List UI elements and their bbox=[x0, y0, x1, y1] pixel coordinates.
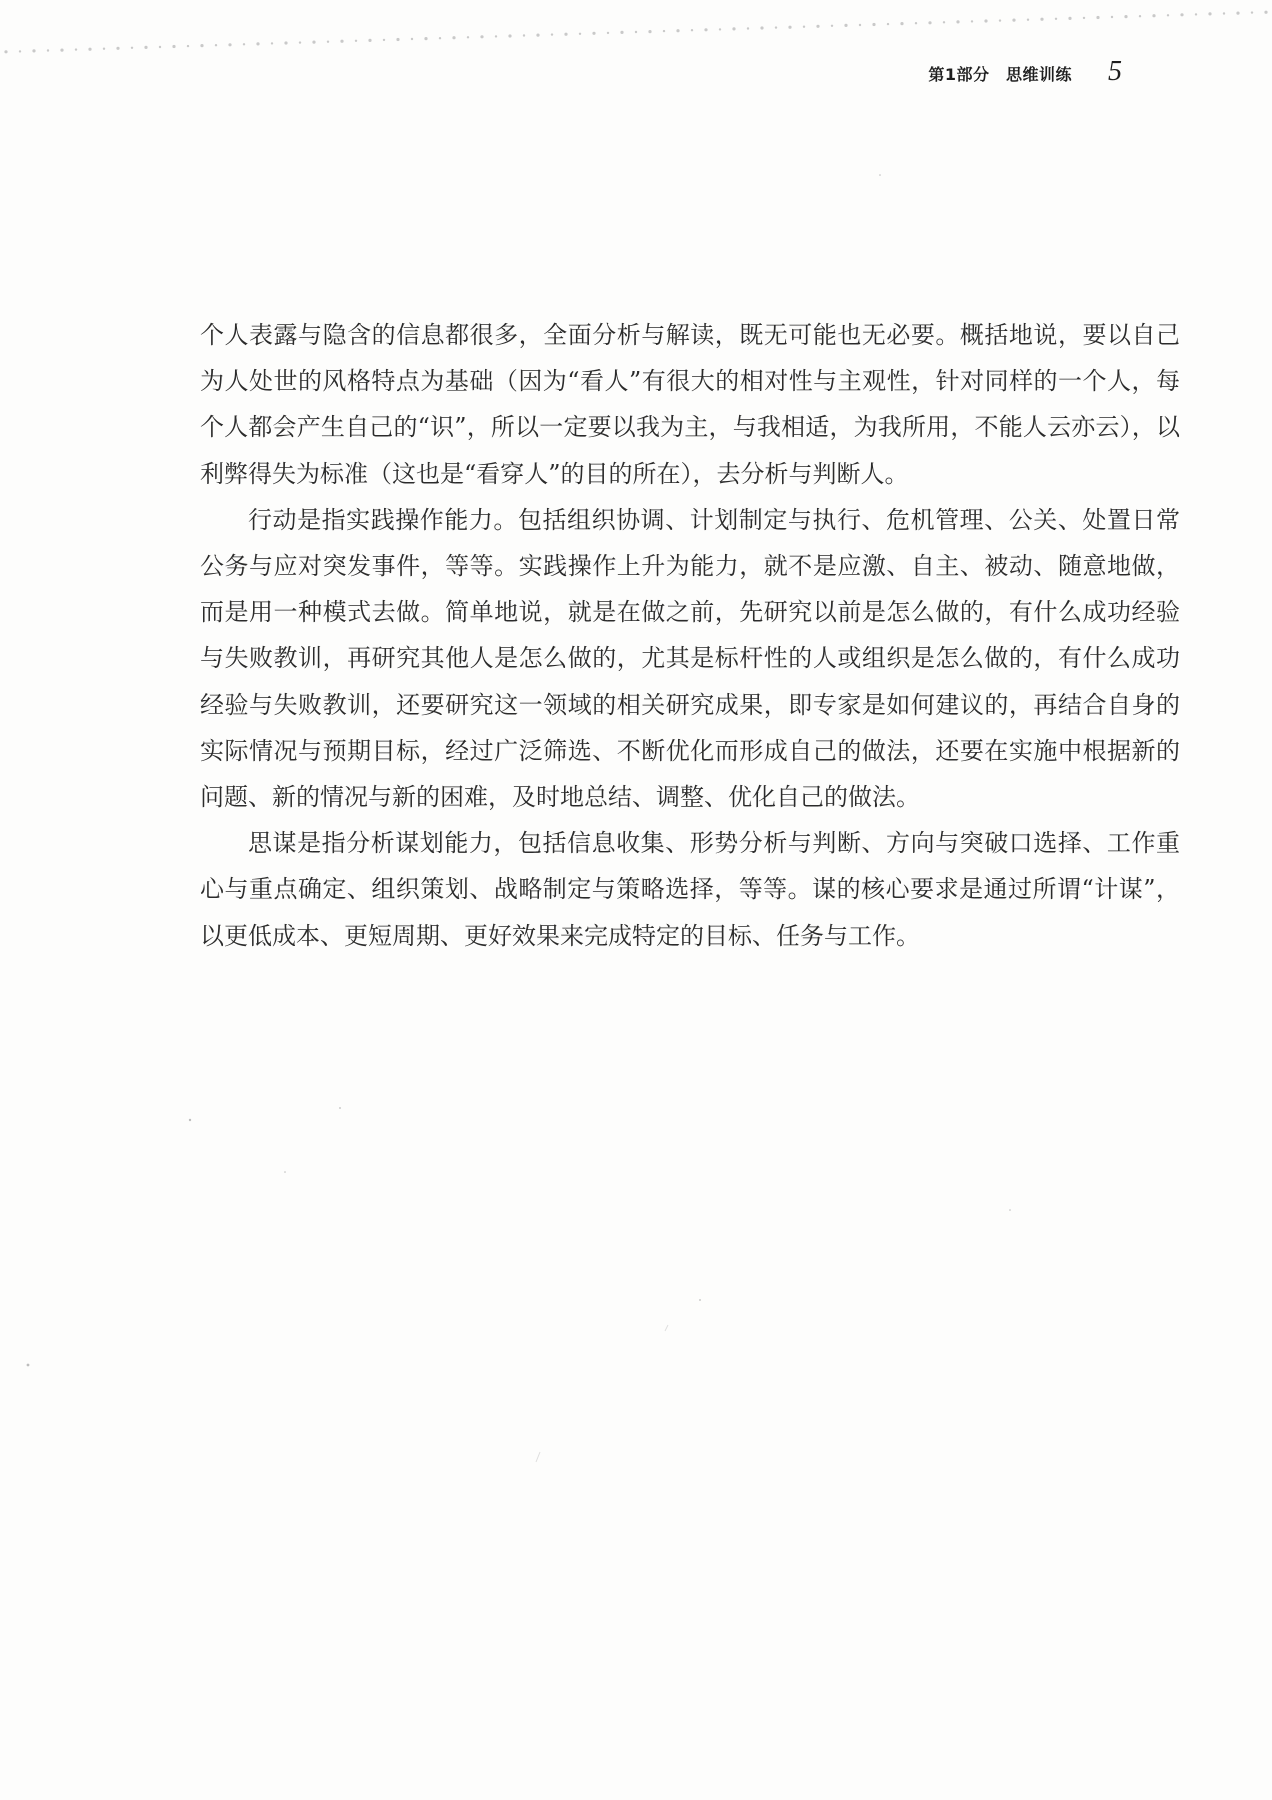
scan-dot bbox=[159, 46, 161, 48]
scan-dot bbox=[887, 23, 889, 25]
scan-dot bbox=[256, 42, 259, 45]
scan-dot bbox=[299, 41, 301, 43]
scan-dot bbox=[704, 28, 707, 31]
body-text bbox=[200, 312, 1180, 959]
scan-dot bbox=[663, 30, 665, 32]
scan-dot bbox=[368, 39, 371, 42]
scan-dot bbox=[1208, 12, 1211, 15]
scan-dot bbox=[88, 48, 91, 51]
scan-dot bbox=[1055, 18, 1057, 20]
scan-dot bbox=[215, 44, 217, 46]
scan-dot bbox=[607, 32, 609, 34]
scan-dot bbox=[284, 41, 287, 44]
scan-dot bbox=[480, 35, 483, 38]
scan-dot bbox=[312, 41, 315, 44]
scan-dot bbox=[732, 27, 735, 30]
scan-dot bbox=[943, 21, 945, 23]
scan-dot bbox=[928, 21, 931, 24]
scan-dot bbox=[411, 38, 413, 40]
scan-dot bbox=[676, 29, 679, 32]
scan-dot bbox=[60, 49, 63, 52]
scan-dot bbox=[788, 26, 791, 29]
scan-dot bbox=[1251, 11, 1253, 13]
scan-dot bbox=[900, 22, 903, 25]
scan-dot bbox=[536, 34, 539, 37]
scan-dot bbox=[592, 32, 595, 35]
scan-dot bbox=[620, 31, 623, 34]
scan-dot bbox=[32, 49, 35, 52]
scan-dot bbox=[47, 49, 49, 51]
scan-dot bbox=[579, 33, 581, 35]
scan-dot bbox=[19, 50, 21, 52]
scan-dot bbox=[999, 19, 1001, 21]
scan-dot bbox=[172, 45, 175, 48]
scan-dot bbox=[116, 47, 119, 50]
scan-dot bbox=[495, 35, 497, 37]
scan-dot bbox=[564, 33, 567, 36]
scan-dot bbox=[271, 42, 273, 44]
scan-dot bbox=[1195, 13, 1197, 15]
scan-dot bbox=[355, 40, 357, 42]
scan-dot bbox=[467, 36, 469, 38]
section-title: 第1部分 思维训练 bbox=[928, 65, 1072, 84]
scan-dot bbox=[340, 40, 343, 43]
scan-dot bbox=[719, 28, 721, 30]
scan-dot bbox=[872, 23, 875, 26]
scan-dot bbox=[1236, 12, 1239, 15]
scan-dot bbox=[396, 38, 399, 41]
scan-dot bbox=[1124, 15, 1127, 18]
scan-dot bbox=[383, 39, 385, 41]
scan-dot bbox=[648, 30, 651, 33]
scan-dot bbox=[103, 48, 105, 50]
scan-dot bbox=[187, 45, 189, 47]
scan-dot bbox=[551, 33, 553, 35]
scan-dot bbox=[1027, 19, 1029, 21]
scan-dot bbox=[915, 22, 917, 24]
scan-dot bbox=[1012, 19, 1015, 22]
scan-dot bbox=[1111, 16, 1113, 18]
scan-dot bbox=[1167, 14, 1169, 16]
scan-dot bbox=[1040, 18, 1043, 21]
scan-dot bbox=[131, 47, 133, 49]
scan-dot bbox=[747, 27, 749, 29]
scan-dot bbox=[1152, 14, 1155, 17]
scan-dot bbox=[439, 37, 441, 39]
scan-dot bbox=[523, 34, 525, 36]
scan-dot bbox=[971, 20, 973, 22]
scan-dot bbox=[1068, 17, 1071, 20]
scan-dot bbox=[1139, 15, 1141, 17]
scan-dot bbox=[760, 26, 763, 29]
paragraph-3: 思谋是指分析谋划能力，包括信息收集、形势分析与判断、方向与突破口选择、工作重心与重点确定、组织策划、战略制定与策略选择，等等。谋的核心要求是通过所谓“计谋”，以更低成本、更短周期、更好效果来完成特定的目标、任务与工作。 bbox=[200, 829, 1180, 950]
scan-dot bbox=[424, 37, 427, 40]
scan-dot bbox=[844, 24, 847, 27]
scan-dot bbox=[1096, 16, 1099, 19]
scan-dot bbox=[508, 34, 511, 37]
scan-dot bbox=[956, 20, 959, 23]
scan-dot bbox=[327, 41, 329, 43]
scan-dot bbox=[1180, 13, 1183, 16]
scan-dot bbox=[691, 29, 693, 31]
scan-dot bbox=[228, 43, 231, 46]
scan-dot bbox=[75, 48, 77, 50]
paragraph-2: 行动是指实践操作能力。包括组织协调、计划制定与执行、危机管理、公关、处置日常公务与应对突发事件，等等。实践操作上升为能力，就不是应激、自主、被动、随意地做，而是用一种模式去做。简单地说，就是在做之前，先研究以前是怎么做的，有什么成功经验与失败教训，再研究其他人是怎么做的，尤其是标杆性的人或组织是怎么做的，有什么成功经验与失败教训，还要研究这一领域的相关研究成果，即专家是如何建议的，再结合自身的实际情况与预期目标，经过广泛筛选、不断优化而形成自己的做法，还要在实施中根据新的问题、新的情况与新的困难，及时地总结、调整、优化自己的做法。 bbox=[200, 505, 1180, 812]
running-header bbox=[928, 56, 1122, 88]
scan-dot bbox=[984, 19, 987, 22]
scan-dot bbox=[859, 24, 861, 26]
scan-dot bbox=[803, 26, 805, 28]
scan-dot bbox=[243, 43, 245, 45]
scan-dot bbox=[816, 25, 819, 28]
page-number: 5 bbox=[1108, 56, 1122, 87]
paragraph-1: 个人表露与隐含的信息都很多，全面分析与解读，既无可能也无必要。概括地说，要以自己为人处世的风格特点为基础（因为“看人”有很大的相对性与主观性，针对同样的一个人，每个人都会产生自己的“识”，所以一定要以我为主，与我相适，为我所用，不能人云亦云），以利弊得失为标准（这也是“看穿人”的目的所在），去分析与判断人。 bbox=[200, 321, 1180, 488]
scan-dot bbox=[452, 36, 455, 39]
scan-dot bbox=[831, 25, 833, 27]
scan-dot bbox=[1264, 11, 1267, 14]
scan-dot bbox=[200, 44, 203, 47]
scan-dot bbox=[635, 31, 637, 33]
scan-dot bbox=[1223, 12, 1225, 14]
scan-dot bbox=[775, 26, 777, 28]
scan-dot bbox=[144, 46, 147, 49]
scan-dot bbox=[4, 50, 7, 53]
scan-dot bbox=[1083, 17, 1085, 19]
